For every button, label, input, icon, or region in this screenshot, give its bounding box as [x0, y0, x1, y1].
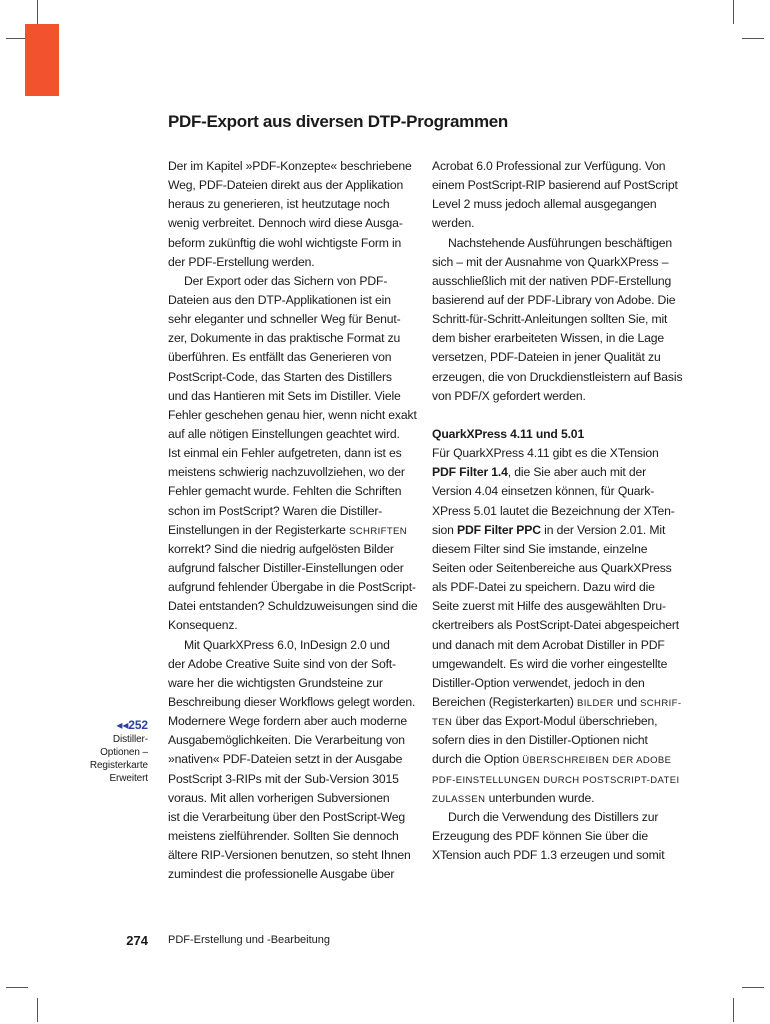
ui-label-smallcaps: SCHRIF- — [640, 697, 682, 709]
text-line: sich – mit der Ausnahme von QuarkXPress – — [432, 254, 669, 269]
text-line: Seiten oder Seitenbereiche aus QuarkXPress — [432, 560, 672, 575]
text-line: Beschreibung dieser Workflows gelegt worden. — [168, 694, 416, 709]
text-line: ware her die wichtigsten Grundsteine zur — [168, 675, 383, 690]
ui-label-smallcaps: TEN — [432, 717, 453, 729]
text-line: Ist einmal ein Fehler aufgetreten, dann ist es — [168, 446, 402, 461]
text-line: basierend auf der PDF-Library von Adobe. Die — [432, 292, 676, 307]
text-line: Mit QuarkXPress 6.0, InDesign 2.0 und — [184, 637, 390, 652]
page-number: 274 — [126, 933, 148, 948]
text-line: ckertreibers als PostScript-Datei abgespeichert — [432, 618, 679, 633]
crop-mark — [733, 0, 734, 24]
text-line: Für QuarkXPress 4.11 gibt es die XTension — [432, 446, 659, 461]
text-run: über das Export-Modul überschrieben, — [452, 714, 658, 729]
text-line: der Adobe Creative Suite sind von der Soft- — [168, 656, 396, 671]
text-line: PostScript 3-RIPs mit der Sub-Version 3015 — [168, 771, 399, 786]
text-line: korrekt? Sind die niedrig aufgelösten Bilder — [168, 541, 394, 556]
ui-label-smallcaps: ZULASSEN — [432, 793, 486, 805]
text-line: Version 4.04 einsetzen können, für Quark- — [432, 484, 655, 499]
margin-note-line: Distiller- — [112, 734, 148, 745]
running-footer: PDF-Erstellung und -Bearbeitung — [168, 934, 331, 946]
text-line: heraus zu generieren, ist heutzutage noch — [168, 197, 390, 212]
text-line: diesem Filter sind Sie imstande, einzelne — [432, 541, 648, 556]
text-line: auf alle nötigen Einstellungen geachtet wird. — [168, 426, 400, 441]
crop-mark — [742, 38, 764, 39]
crop-mark — [37, 998, 38, 1022]
crop-mark — [37, 0, 38, 24]
text-line — [432, 693, 682, 712]
text-line: Fehler geschehen genau hier, wenn nicht exakt — [168, 407, 417, 422]
text-line: meistens zielführender. Sollten Sie dennoch — [168, 828, 399, 843]
text-line: einem PostScript-RIP basierend auf PostScript — [432, 178, 678, 193]
text-line: dem bisher erarbeiteten Wissen, in die Lage — [432, 331, 665, 346]
text-line: ist die Verarbeitung über den PostScript-Weg — [168, 809, 406, 824]
text-line: von PDF/X gefordert werden. — [432, 388, 586, 403]
ui-label-smallcaps: PDF-EINSTELLUNGEN DURCH POSTSCRIPT-DATEI — [432, 774, 680, 786]
text-line: sehr eleganter und schneller Weg für Benut- — [168, 312, 401, 327]
text-line: voraus. Mit allen vorherigen Subversionen — [168, 790, 390, 805]
text-line: Datei entstanden? Schuldzuweisungen sind die — [168, 599, 418, 614]
margin-note-line: Erweitert — [109, 773, 148, 784]
crop-mark — [733, 998, 734, 1022]
text-line — [432, 789, 677, 808]
text-line: überführen. Es entfällt das Generieren von — [168, 350, 392, 365]
text-line: Konsequenz. — [168, 618, 238, 633]
subheading: QuarkXPress 4.11 und 5.01 — [432, 426, 585, 441]
margin-note-text — [60, 733, 148, 785]
text-run: Einstellungen in der Registerkarte — [168, 522, 350, 537]
text-line: werden. — [432, 216, 475, 231]
text-line: Nachstehende Ausführungen beschäftigen — [448, 235, 673, 250]
text-line: Fehler gemacht wurde. Fehlten die Schriften — [168, 484, 402, 499]
text-line: Durch die Verwendung des Distillers zur — [448, 809, 659, 824]
text-run: Bereichen (Registerkarten) — [432, 694, 577, 709]
text-line: PostScript-Code, das Starten des Distillers — [168, 369, 392, 384]
text-line: Level 2 muss jedoch allemal ausgegangen — [432, 197, 657, 212]
text-line: Der Export oder das Sichern von PDF- — [184, 273, 388, 288]
text-line: der PDF-Erstellung werden. — [168, 254, 315, 269]
text-line: Dateien aus den DTP-Applikationen ist ein — [168, 292, 391, 307]
text-line: Seite zuerst mit Hilfe des ausgewählten Dru- — [432, 599, 666, 614]
margin-note-line: Optionen – — [100, 747, 148, 758]
chapter-thumb-tab — [25, 24, 59, 96]
text-line — [432, 770, 680, 789]
text-line — [432, 463, 677, 482]
bold-term: PDF Filter 1.4 — [432, 465, 508, 480]
text-line: Der im Kapitel »PDF-Konzepte« beschriebene — [168, 159, 412, 173]
text-line: »nativen« PDF-Dateien setzt in der Ausgabe — [168, 752, 403, 767]
text-line: Weg, PDF-Dateien direkt aus der Applikation — [168, 178, 404, 193]
text-line: aufgrund falscher Distiller-Einstellungen oder — [168, 560, 404, 575]
text-line — [432, 521, 677, 540]
ui-label-smallcaps: SCHRIFTEN — [349, 525, 408, 537]
text-line: aufgrund fehlender Übergabe in die PostScript- — [168, 580, 416, 595]
text-run: sion — [432, 522, 457, 537]
margin-note-line: Registerkarte — [89, 760, 148, 771]
text-line — [168, 521, 413, 540]
text-line: XTension auch PDF 1.3 erzeugen und somit — [432, 848, 665, 863]
text-line: beform zukünftig die wohl wichtigste Form in — [168, 235, 402, 250]
text-line: als PDF-Datei zu speichern. Dazu wird die — [432, 580, 655, 595]
text-line: Acrobat 6.0 Professional zur Verfügung. Von — [432, 159, 666, 173]
ui-label-smallcaps: BILDER — [576, 697, 614, 709]
text-line: wenig verbreitet. Dennoch wird diese Ausga- — [168, 216, 403, 231]
text-line: und das Hantieren mit Sets im Distiller. Viele — [168, 388, 401, 403]
text-line: versetzen, PDF-Dateien in jener Qualität zu — [432, 350, 661, 365]
text-line: zer, Dokumente in das praktische Format zu — [168, 331, 401, 346]
crop-mark — [6, 987, 28, 988]
text-run: und — [613, 694, 641, 709]
left-text-column — [168, 157, 418, 884]
right-text-column — [432, 157, 683, 865]
text-run: durch die Option — [432, 752, 523, 767]
ui-label-smallcaps: ÜBERSCHREIBEN DER ADOBE — [522, 755, 672, 767]
text-line — [432, 406, 677, 425]
text-line: Erzeugung des PDF können Sie über die — [432, 828, 648, 843]
text-line: schon im PostScript? Waren die Distiller- — [168, 503, 383, 518]
text-line: umgewandelt. Es wird die vorher eingestellte — [432, 656, 668, 671]
text-line: erzeugen, die von Druckdienstleistern auf Basis — [432, 369, 683, 384]
text-line: XPress 5.01 lautet die Bezeichnung der XTen- — [432, 503, 675, 518]
text-line: zumindest die professionelle Ausgabe über — [168, 867, 395, 882]
text-line: sofern dies in den Distiller-Optionen nicht — [432, 733, 648, 748]
crop-mark — [742, 987, 764, 988]
text-run: in der Version 2.01. Mit — [540, 522, 666, 537]
section-heading: PDF-Export aus diversen DTP-Programmen — [168, 112, 509, 131]
text-line: und danach mit dem Acrobat Distiller in PDF — [432, 637, 665, 652]
text-run: , die Sie aber auch mit der — [507, 465, 647, 480]
text-line: Ausgabemöglichkeiten. Die Verarbeitung von — [168, 733, 405, 748]
text-line — [432, 712, 677, 731]
text-line: ausschließlich mit der nativen PDF-Erstellung — [432, 273, 672, 288]
text-line — [432, 750, 677, 769]
text-run: unterbunden wurde. — [485, 790, 595, 805]
margin-note — [60, 717, 148, 785]
cross-reference-link[interactable]: ◂◂252 — [116, 718, 148, 732]
text-line: Schritt-für-Schritt-Anleitungen sollten Sie, mit — [432, 312, 668, 327]
text-line: meistens schwierig nachzuvollziehen, wo der — [168, 465, 405, 480]
text-line: Modernere Wege fordern aber auch moderne — [168, 714, 408, 729]
text-line: ältere RIP-Versionen benutzen, so steht Ihnen — [168, 848, 411, 863]
text-line: Distiller-Option verwendet, jedoch in den — [432, 675, 645, 690]
bold-term: PDF Filter PPC — [457, 522, 541, 537]
